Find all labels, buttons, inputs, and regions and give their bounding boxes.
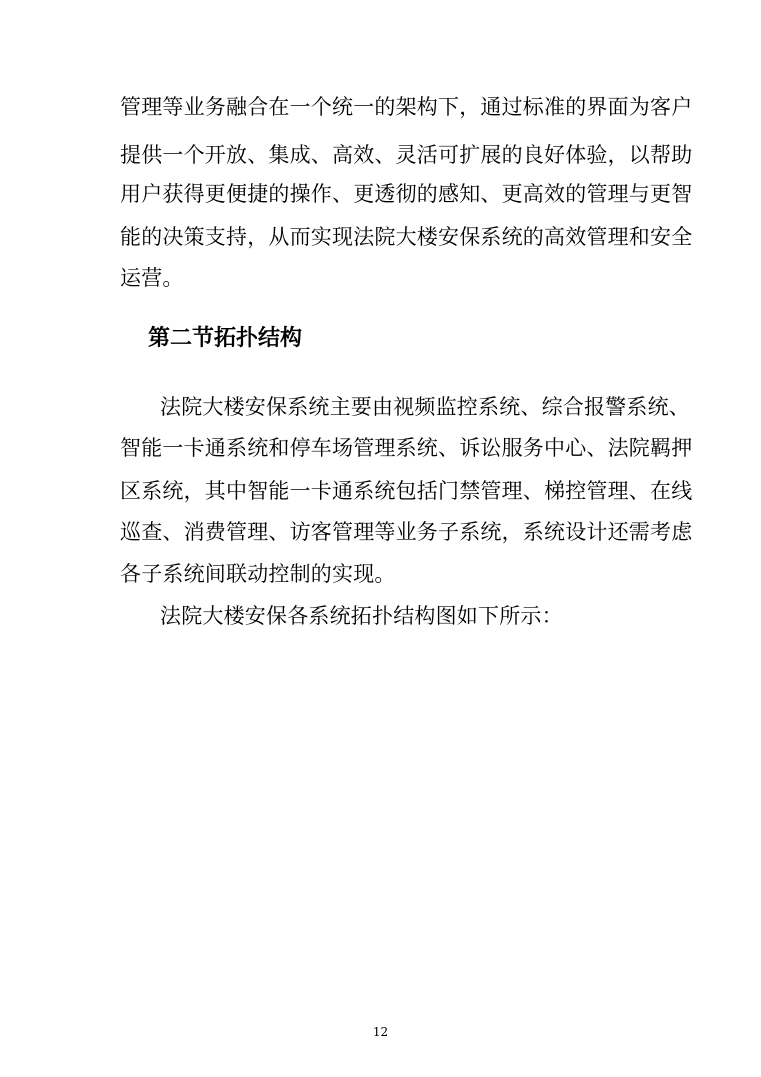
paragraph-line: 区系统，其中智能一卡通系统包括门禁管理、梯控管理、在线 — [120, 479, 693, 503]
paragraph-line: 能的决策支持，从而实现法院大楼安保系统的高效管理和安全 — [120, 225, 693, 249]
section-heading: 第二节拓扑结构 — [148, 325, 303, 351]
paragraph-line: 法院大楼安保各系统拓扑结构图如下所示： — [160, 604, 563, 628]
paragraph-line: 提供一个开放、集成、高效、灵活可扩展的良好体验，以帮助 — [120, 143, 693, 167]
paragraph-line: 巡查、消费管理、访客管理等业务子系统，系统设计还需考虑 — [120, 520, 693, 544]
paragraph-line: 用户获得更便捷的操作、更透彻的感知、更高效的管理与更智 — [120, 182, 693, 206]
paragraph-line: 智能一卡通系统和停车场管理系统、诉讼服务中心、法院羁押 — [120, 436, 693, 460]
paragraph-line: 法院大楼安保系统主要由视频监控系统、综合报警系统、 — [160, 395, 690, 419]
page-number: 12 — [372, 1025, 389, 1039]
paragraph-line: 运营。 — [120, 266, 184, 290]
paragraph-line: 管理等业务融合在一个统一的架构下，通过标准的界面为客户 — [120, 95, 693, 119]
paragraph-line: 各子系统间联动控制的实现。 — [120, 562, 396, 586]
